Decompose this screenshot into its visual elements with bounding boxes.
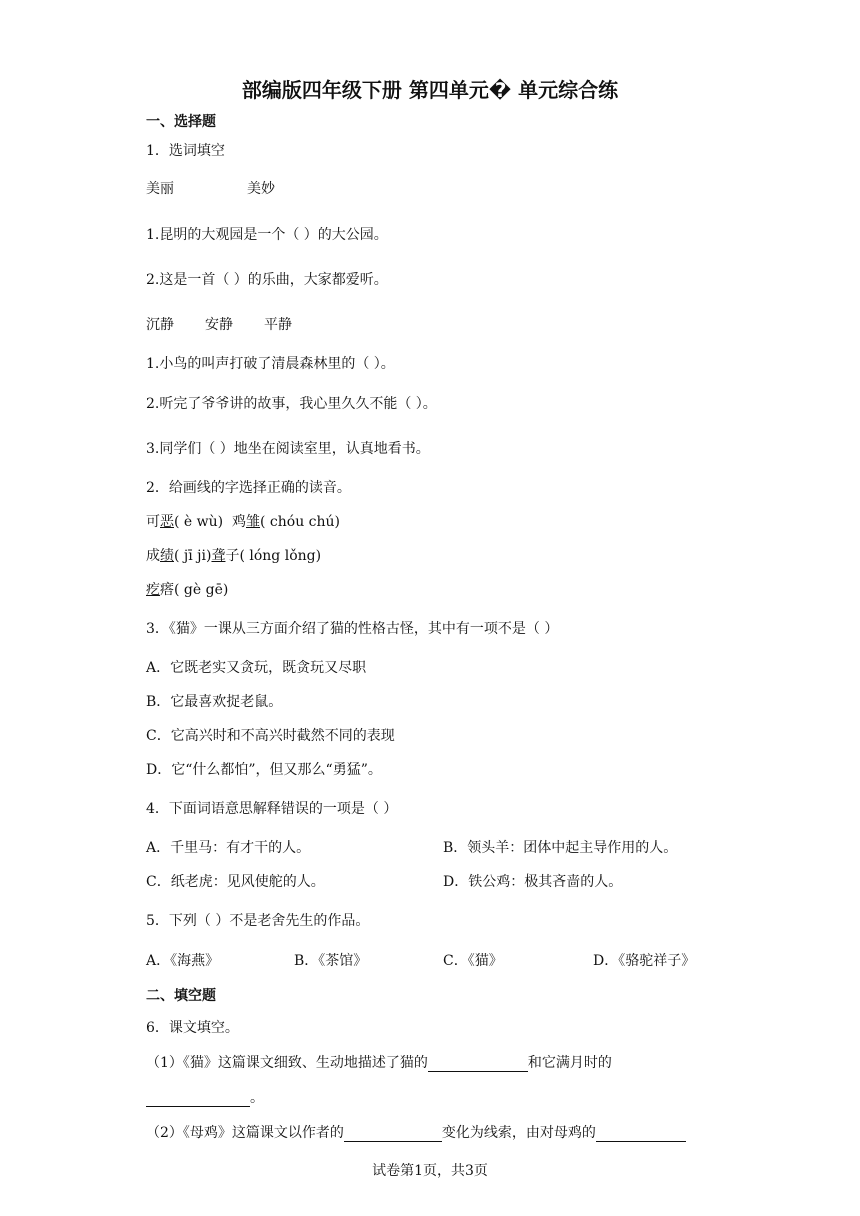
q6-item-1-text: （1）《猫》这篇课文细致、生动地描述了猫的 (146, 1055, 428, 1071)
q2-plain-char: 鸡 (232, 514, 247, 530)
q1-stem: 1．选词填空 (146, 143, 225, 159)
q6-item-1-cont (146, 1089, 264, 1107)
q2-pinyin-line (146, 581, 228, 599)
q2-pinyin-options: ( chóu chú) (260, 514, 341, 530)
q3-option-d: D．它“什么都怕”，但又那么“勇猛”。 (146, 762, 382, 778)
q1-word-option: 安静 (205, 317, 233, 333)
q1-sentence: 2.听完了爷爷讲的故事，我心里久久不能（ ）。 (146, 396, 437, 412)
q2-stem: 2．给画线的字选择正确的读音。 (146, 480, 351, 496)
q1-word-option: 平静 (264, 317, 292, 333)
q2-plain-char: 子 (225, 548, 240, 564)
page-footer: 试卷第1页，共3页 (372, 1163, 488, 1179)
q5-option-b: B．《茶馆》 (294, 953, 368, 969)
q5-option-a: A．《海燕》 (146, 953, 220, 969)
q1-sentence: 3.同学们（ ）地坐在阅读室里，认真地看书。 (146, 441, 430, 457)
q5-option-d: D．《骆驼祥子》 (593, 953, 696, 969)
q2-plain-char: 瘩 (160, 582, 174, 598)
q2-plain-char: 可 (146, 514, 160, 530)
q2-underlined-char: 雏 (246, 514, 261, 530)
answer-blank[interactable] (146, 1092, 250, 1107)
q2-underlined-char: 恶 (160, 514, 174, 530)
section-fill-heading: 二、填空题 (146, 988, 216, 1004)
q2-plain-char: 成 (146, 548, 160, 564)
q2-pinyin-options: ( lóng lǒng) (239, 548, 322, 564)
q2-underlined-char: 疙 (146, 582, 160, 598)
q3-option-b: B．它最喜欢捉老鼠。 (146, 694, 283, 710)
answer-blank[interactable] (344, 1127, 442, 1142)
q6-stem: 6．课文填空。 (146, 1020, 239, 1036)
q6-item-2 (146, 1124, 686, 1142)
q2-pinyin-line (146, 513, 340, 531)
q6-item-1-text: 和它满月时的 (527, 1055, 612, 1071)
q6-item-2-text: （2）《母鸡》这篇课文以作者的 (146, 1125, 344, 1141)
q6-item-1 (146, 1054, 612, 1072)
q4-option-b: B．领头羊：团体中起主导作用的人。 (443, 840, 678, 856)
q4-stem: 4．下面词语意思解释错误的一项是（ ） (146, 801, 398, 817)
q3-option-a: A．它既老实又贪玩，既贪玩又尽职 (146, 660, 367, 676)
answer-blank[interactable] (596, 1127, 686, 1142)
q2-pinyin-line (146, 547, 321, 565)
q2-underlined-char: 聋 (211, 548, 226, 564)
answer-blank[interactable] (428, 1057, 528, 1072)
q3-stem: 3．《猫》一课从三方面介绍了猫的性格古怪，其中有一项不是（ ） (146, 621, 559, 637)
q6-item-2-text: 变化为线索，由对母鸡的 (441, 1125, 596, 1141)
q1-word-option: 沉静 (146, 317, 174, 333)
q2-pinyin-options: ( gè gē) (174, 582, 229, 598)
q4-option-d: D．铁公鸡：极其吝啬的人。 (443, 874, 623, 890)
q1-word-option: 美丽 (146, 181, 174, 197)
q3-option-c: C．它高兴时和不高兴时截然不同的表现 (146, 728, 395, 744)
q1-sentence: 1.昆明的大观园是一个（ ）的大公园。 (146, 227, 388, 243)
section-choice-heading: 一、选择题 (146, 114, 216, 130)
q4-option-c: C．纸老虎：见风使舵的人。 (146, 874, 325, 890)
page-title: 部编版四年级下册 第四单元� 单元综合练 (241, 78, 619, 102)
q2-underlined-char: 绩 (160, 548, 174, 564)
q5-option-c: C．《猫》 (443, 953, 503, 969)
q1-sentence: 1.小鸟的叫声打破了清晨森林里的（ ）。 (146, 356, 395, 372)
q4-option-a: A．千里马：有才干的人。 (146, 840, 311, 856)
q1-word-option: 美妙 (247, 181, 275, 197)
q6-item-1-end: 。 (250, 1090, 264, 1106)
q2-pinyin-options: ( jī ji) (174, 548, 212, 564)
q1-sentence: 2.这是一首（ ）的乐曲，大家都爱听。 (146, 272, 388, 288)
q2-pinyin-options: ( è wù) (174, 514, 224, 530)
q5-stem: 5．下列（ ）不是老舍先生的作品。 (146, 913, 370, 929)
